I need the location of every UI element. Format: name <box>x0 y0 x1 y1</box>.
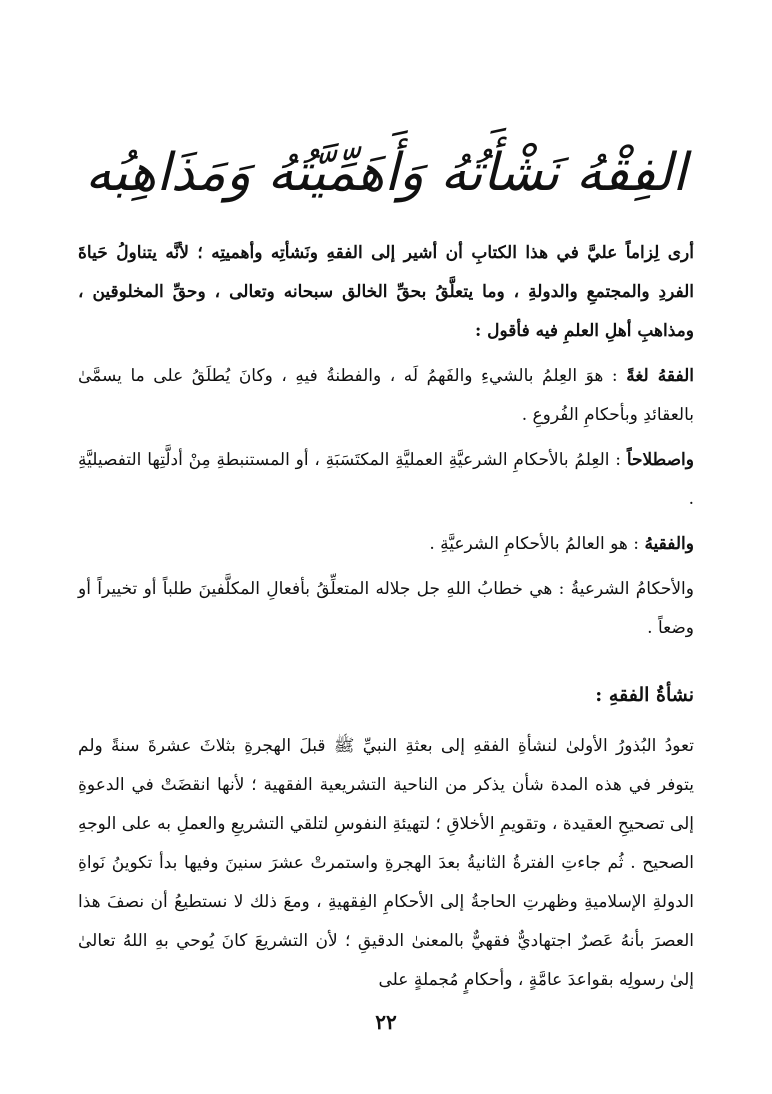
definition-terminology <box>78 441 694 519</box>
page-body <box>78 234 694 1006</box>
section-heading: نشأةُ الفقهِ : <box>595 684 694 706</box>
section-paragraph: تعودُ البُذورُ الأولىٰ لنشأةِ الفقهِ إلى بعثةِ النبيِّ ﷺ قبلَ الهجرةِ بثلاثَ عشرةَ سنةً ولم يتوفر في هذه المدة شأن يذكر من الناحية التشريعية الفقهية ؛ لأنها انقضَتْ في الدعوةِ إلى تصحيحِ العقيدة ، وتقويمِ الأخلاقِ ؛ لتهيئةِ النفوسِ لتلقي التشريعِ والعملِ به على الوجهِ الصحيح . ثُم جاءتِ الفترةُ الثانيةُ بعدَ الهجرةِ واستمرتْ عشرَ سنينَ وفيها بدأ تكوينُ نَواةِ الدولةِ الإسلاميةِ وظهرتِ الحاجةُ إلى الأحكامِ الفِقهيةِ ، ومعَ ذلك لا نستطيعُ أن نصفَ هذا العصرَ بأنهُ عَصرٌ اجتهاديٌّ فقهيٌّ بالمعنىٰ الدقيقِ ؛ لأن التشريعَ كانَ يُوحي بهِ اللهُ تعالىٰ إلىٰ رسولِه بقواعدَ عامَّةٍ ، وأحكامٍ مُجملةٍ على <box>78 736 694 990</box>
definition-text: والأحكامُ الشرعيةُ : هي خطابُ اللهِ جل جلاله المتعلِّقُ بأفعالِ المكلَّفينَ طلباً أو تخييراً أو وضعاً . <box>78 579 694 638</box>
definition-term: الفقهُ لغةً <box>626 366 694 386</box>
intro-paragraph: أرى لِزاماً عليَّ في هذا الكتابِ أن أشير إلى الفقهِ ونَشأتِه وأهميتِه ؛ لأنَّه يتناولُ حَياةَ الفردِ والمجتمعِ والدولةِ ، وما يتعلَّقُ بحقِّ الخالق سبحانه وتعالى ، وحقِّ المخلوقين ، ومذاهبِ أهلِ العلمِ فيه فأقول : <box>78 243 694 341</box>
definition-language <box>78 357 694 435</box>
definition-text: : هو العالمُ بالأحكامِ الشرعيَّةِ . <box>429 534 645 554</box>
definition-text: : هوَ العِلمُ بالشيءِ والفَهمُ لَه ، والفطنةُ فيهِ ، وكانَ يُطلَقُ على ما يسمَّىٰ بالعقائدِ وبأحكامِ الفُروعِ . <box>78 366 694 425</box>
definition-term: والفقيهُ <box>644 534 694 554</box>
definition-term: واصطلاحاً <box>626 450 694 470</box>
page-title: الفِقْهُ نَشْأَتُهُ وَأَهَمِّيَّتُهُ وَمَذَاهِبُه <box>85 143 687 203</box>
definition-rulings <box>78 570 694 648</box>
definition-text: : العِلمُ بالأحكامِ الشرعيَّةِ العمليَّةِ المكتَسَبَةِ ، أو المستنبطةِ مِنْ أدلَّتِها التفصيليَّةِ . <box>78 450 694 509</box>
definition-faqih <box>78 525 694 564</box>
page-number: ٢٢ <box>375 1010 397 1034</box>
